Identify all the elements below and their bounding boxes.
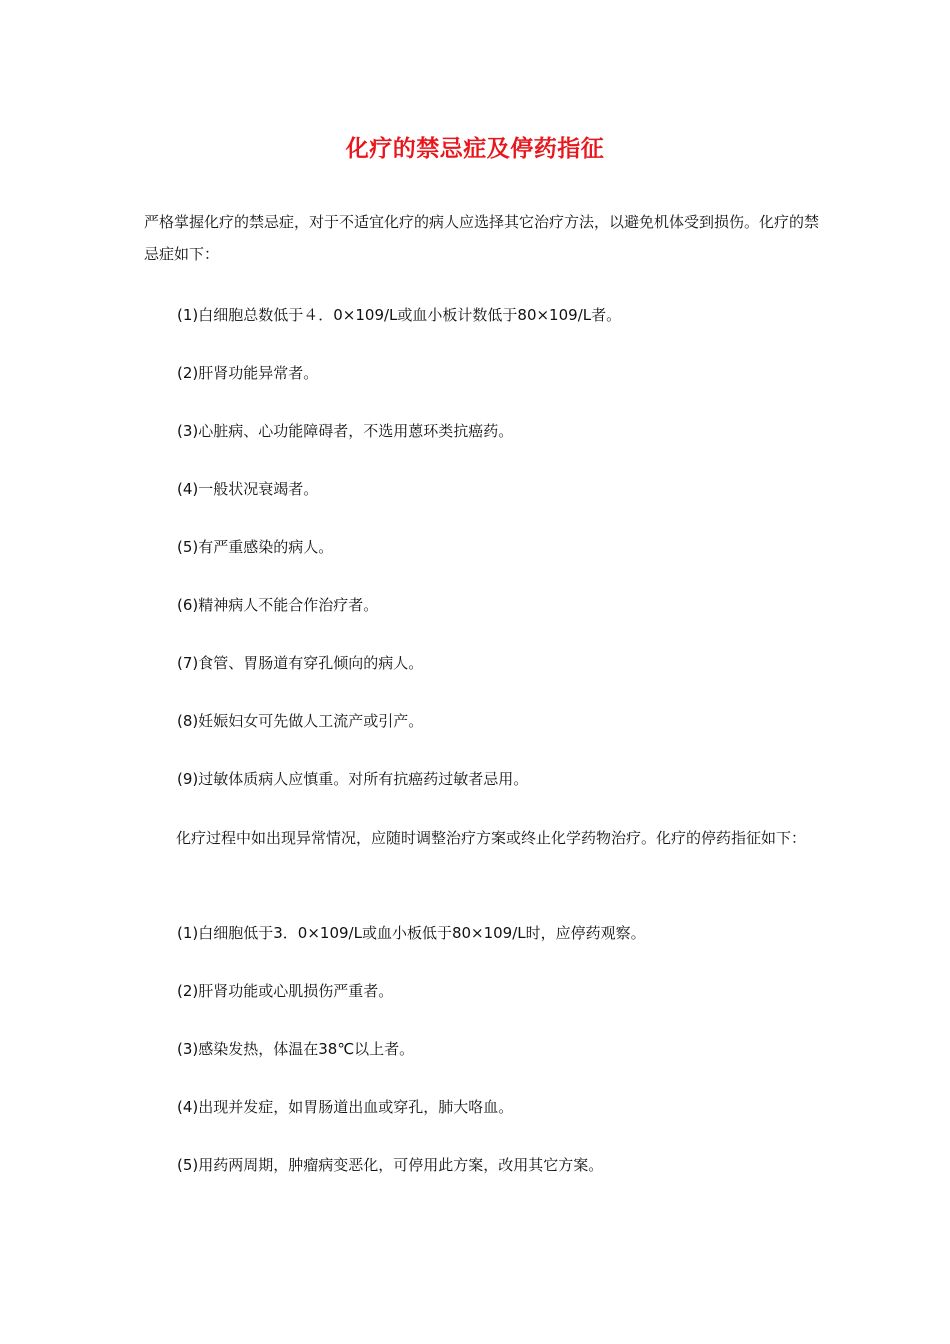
- stop-indication-item-4: (4)出现并发症，如胃肠道出血或穿孔，肺大咯血。: [177, 1098, 514, 1116]
- intro-paragraph: 严格掌握化疗的禁忌症，对于不适宜化疗的病人应选择其它治疗方法，以避免机体受到损伤。化疗的禁忌症如下：: [144, 213, 820, 263]
- stop-indication-item-5: (5)用药两周期，肿瘤病变恶化，可停用此方案，改用其它方案。: [177, 1156, 604, 1174]
- contraindication-item-2: (2)肝肾功能异常者。: [177, 364, 319, 382]
- contraindication-item-9: (9)过敏体质病人应慎重。对所有抗癌药过敏者忌用。: [177, 770, 529, 788]
- contraindication-item-5: (5)有严重感染的病人。: [177, 538, 334, 556]
- stop-indication-item-3: (3)感染发热，体温在38℃以上者。: [177, 1040, 415, 1058]
- document-title: 化疗的禁忌症及停药指征: [345, 136, 605, 162]
- contraindication-item-3: (3)心脏病、心功能障碍者，不选用蒽环类抗癌药。: [177, 422, 514, 440]
- contraindication-item-6: (6)精神病人不能合作治疗者。: [177, 596, 379, 614]
- stop-intro-paragraph: 化疗过程中如出现异常情况，应随时调整治疗方案或终止化学药物治疗。化疗的停药指征如下：: [176, 829, 807, 847]
- stop-indication-item-2: (2)肝肾功能或心肌损伤严重者。: [177, 982, 394, 1000]
- contraindication-item-8: (8)妊娠妇女可先做人工流产或引产。: [177, 712, 424, 730]
- stop-indication-item-1: (1)白细胞低于3．0×109/L或血小板低于80×109/L时，应停药观察。: [177, 924, 646, 942]
- contraindication-item-4: (4)一般状况衰竭者。: [177, 480, 319, 498]
- contraindication-item-7: (7)食管、胃肠道有穿孔倾向的病人。: [177, 654, 424, 672]
- contraindication-item-1: (1)白细胞总数低于４．0×109/L或血小板计数低于80×109/L者。: [177, 306, 622, 324]
